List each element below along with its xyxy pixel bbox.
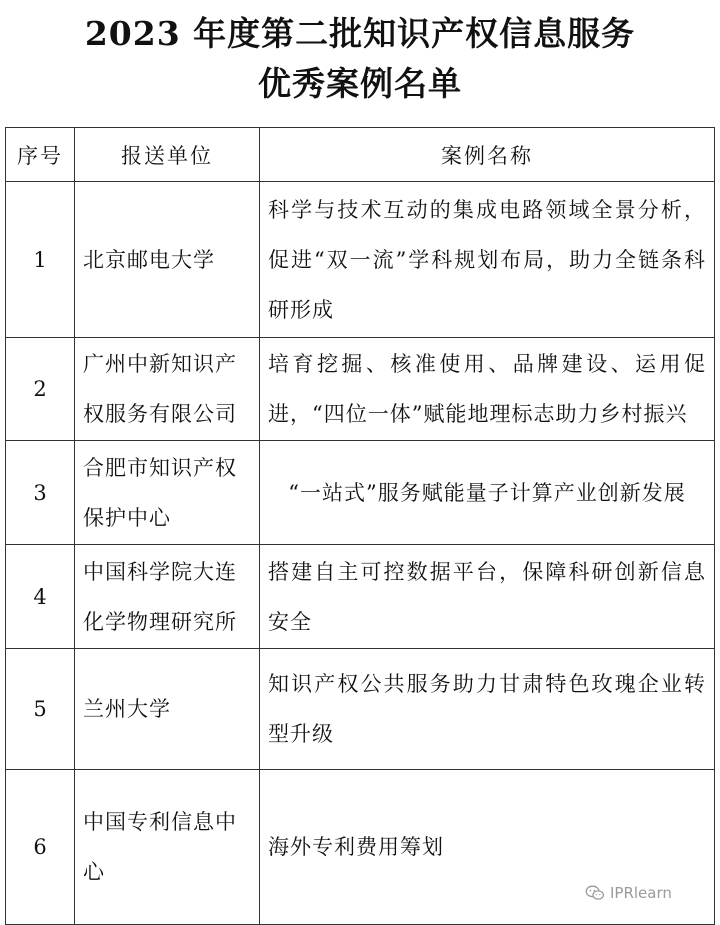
row-number: 4 (6, 545, 75, 649)
row-number: 6 (6, 770, 75, 925)
row-unit: 兰州大学 (75, 649, 260, 770)
header-case-name: 案例名称 (260, 128, 715, 182)
row-case-name: 科学与技术互动的集成电路领域全景分析，促进“双一流”学科规划布局，助力全链条科研形成 (260, 182, 715, 338)
row-unit: 北京邮电大学 (75, 182, 260, 338)
row-case-name: 培育挖掘、核准使用、品牌建设、运用促进，“四位一体”赋能地理标志助力乡村振兴 (260, 338, 715, 441)
row-number: 1 (6, 182, 75, 338)
row-case-name: 海外专利费用筹划 (260, 770, 715, 925)
header-unit: 报送单位 (75, 128, 260, 182)
row-unit: 广州中新知识产权服务有限公司 (75, 338, 260, 441)
row-case-name: 搭建自主可控数据平台，保障科研创新信息安全 (260, 545, 715, 649)
document-title-line1: 2023 年度第二批知识产权信息服务 (84, 14, 636, 53)
header-number: 序号 (6, 128, 75, 182)
watermark-text: IPRlearn (610, 884, 672, 902)
table-row (6, 182, 715, 338)
row-number: 5 (6, 649, 75, 770)
row-number: 3 (6, 441, 75, 545)
table-row (6, 649, 715, 770)
wechat-icon (585, 885, 605, 901)
row-number: 2 (6, 338, 75, 441)
case-list-table (5, 127, 715, 925)
row-case-name: 知识产权公共服务助力甘肃特色玫瑰企业转型升级 (260, 649, 715, 770)
row-unit: 中国专利信息中心 (75, 770, 260, 925)
row-unit: 合肥市知识产权保护中心 (75, 441, 260, 545)
table-header-row (6, 128, 715, 182)
document-title-line2: 优秀案例名单 (258, 64, 462, 103)
watermark (585, 884, 672, 902)
table-row (6, 441, 715, 545)
table-row (6, 545, 715, 649)
row-unit: 中国科学院大连化学物理研究所 (75, 545, 260, 649)
table-row (6, 338, 715, 441)
row-case-name: “一站式”服务赋能量子计算产业创新发展 (260, 441, 715, 545)
